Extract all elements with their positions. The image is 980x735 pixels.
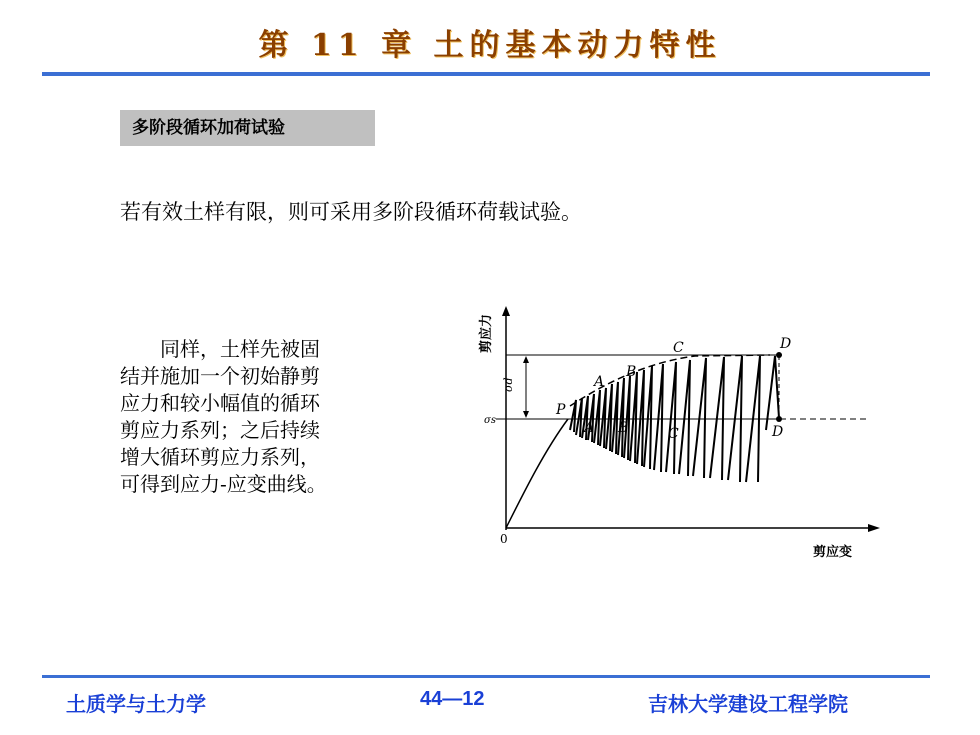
body-line: 结并施加一个初始静剪 [120,364,320,388]
stress-strain-figure [470,300,890,570]
x-axis-label: 剪应变 [813,545,853,560]
y-axis-label: 剪应力 [479,314,494,354]
chapter-title: 第 11 章 土的基本动力特性 [258,28,722,63]
point-a-label: A [594,374,605,390]
y-axis-arrow [502,306,510,316]
origin-label: 0 [500,532,508,546]
section-label: 多阶段循环加荷试验 [120,110,375,146]
body-line: 增大循环剪应力系列， [120,445,320,469]
point-p-label: P [556,402,566,418]
point-d-top [776,352,782,358]
body-line: 应力和较小幅值的循环 [120,391,320,415]
sigma-d-arrowhead-top [523,356,529,363]
intro-text: 若有效土样有限，则可采用多阶段循环荷载试验。 [120,200,582,224]
point-d-lower-label: D [772,424,784,440]
sigma-d-arrowhead-bot [523,411,529,418]
footer-institution: 吉林大学建设工程学院 [648,692,848,716]
point-b-lower-label: B [618,420,629,436]
footer-divider [42,675,930,678]
point-c-lower-label: C [668,426,679,442]
x-axis-arrow [868,524,880,532]
header-divider [42,72,930,76]
body-line: 剪应力系列；之后持续 [120,418,320,442]
footer-course: 土质学与土力学 [66,692,206,716]
point-c-label: C [673,340,684,356]
body-line: 同样，土样先被固 [160,337,320,361]
footer-page-number: 44—12 [420,688,485,710]
body-paragraph [120,336,420,498]
point-d-label: D [780,336,792,352]
sigma-d-label: σd [502,377,515,392]
initial-loading-curve [506,419,568,528]
body-line: 可得到应力-应变曲线。 [120,472,327,496]
sigma-s-label: σs [484,415,496,426]
point-b-label: B [626,364,637,380]
point-a-lower-label: A [584,420,595,436]
point-d-bottom [776,416,782,422]
